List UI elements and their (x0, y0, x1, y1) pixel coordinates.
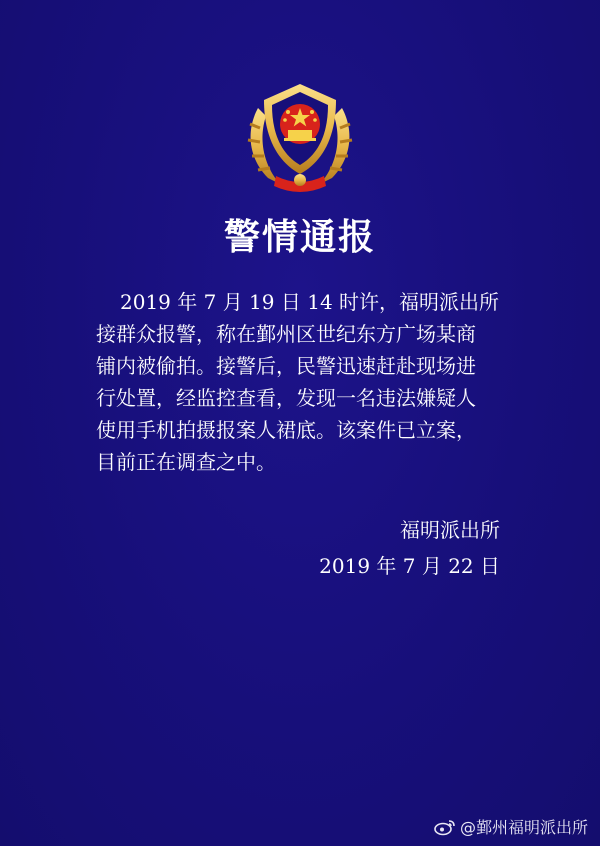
police-emblem-icon (240, 78, 360, 196)
body-line: 2019 年 7 月 19 日 14 时许，福明派出所 (120, 290, 500, 314)
weibo-icon (434, 818, 456, 836)
body-line: 铺内被偷拍。接警后，民警迅速赶赴现场进 (96, 354, 476, 378)
weibo-watermark (434, 815, 588, 838)
body-line: 目前正在调查之中。 (96, 450, 276, 474)
body-line: 接群众报警，称在鄞州区世纪东方广场某商 (96, 322, 476, 346)
signature-block (319, 512, 500, 584)
signature-date: 2019 年 7 月 22 日 (319, 554, 500, 578)
signature-org: 福明派出所 (400, 518, 500, 542)
page-title: 警情通报 (223, 217, 376, 258)
body-line: 使用手机拍摄报案人裙底。该案件已立案， (96, 418, 476, 442)
watermark-text: @鄞州福明派出所 (459, 818, 588, 837)
body-line: 行处置，经监控查看，发现一名违法嫌疑人 (96, 386, 476, 410)
notice-body (96, 286, 526, 478)
